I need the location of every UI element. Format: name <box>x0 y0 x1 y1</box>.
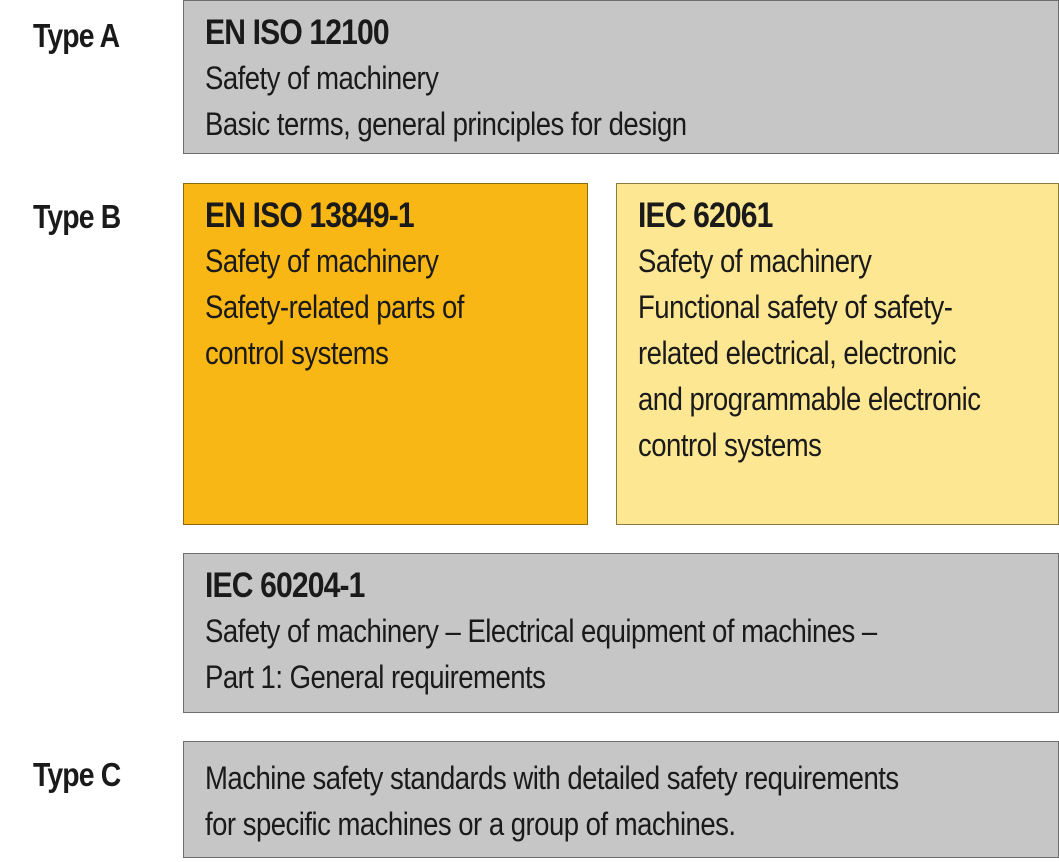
standard-description-line: Functional safety of safety- <box>638 289 953 325</box>
standard-description-line: Safety of machinery – Electrical equipment of machines – <box>205 613 877 649</box>
standard-description-line: Safety of machinery <box>205 243 439 279</box>
standard-title: IEC 62061 <box>638 196 773 235</box>
standard-box-iec-62061 <box>616 183 1059 525</box>
type-a-label: Type A <box>33 17 120 54</box>
standard-description-line: for specific machines or a group of machines. <box>205 806 736 842</box>
standard-description-line: Safety of machinery <box>205 60 439 96</box>
type-c-label: Type C <box>33 756 121 793</box>
standard-description-line: related electrical, electronic <box>638 335 956 371</box>
standard-title: IEC 60204-1 <box>205 566 365 605</box>
standard-title: EN ISO 13849-1 <box>205 196 414 235</box>
standard-box-en-iso-12100 <box>183 0 1059 154</box>
standard-description-line: control systems <box>205 335 389 371</box>
standard-description-line: Part 1: General requirements <box>205 659 546 695</box>
standard-description-line: control systems <box>638 427 822 463</box>
type-b-label: Type B <box>33 198 121 235</box>
standard-box-iec-60204-1 <box>183 553 1059 713</box>
standard-box-type-c <box>183 741 1059 858</box>
standard-description-line: Basic terms, general principles for design <box>205 106 687 142</box>
standard-description-line: Machine safety standards with detailed safety requirements <box>205 760 899 796</box>
standard-description-line: Safety of machinery <box>638 243 872 279</box>
standard-description-line: and programmable electronic <box>638 381 981 417</box>
standard-description-line: Safety-related parts of <box>205 289 464 325</box>
standard-box-en-iso-13849-1 <box>183 183 588 525</box>
standard-title: EN ISO 12100 <box>205 13 389 52</box>
